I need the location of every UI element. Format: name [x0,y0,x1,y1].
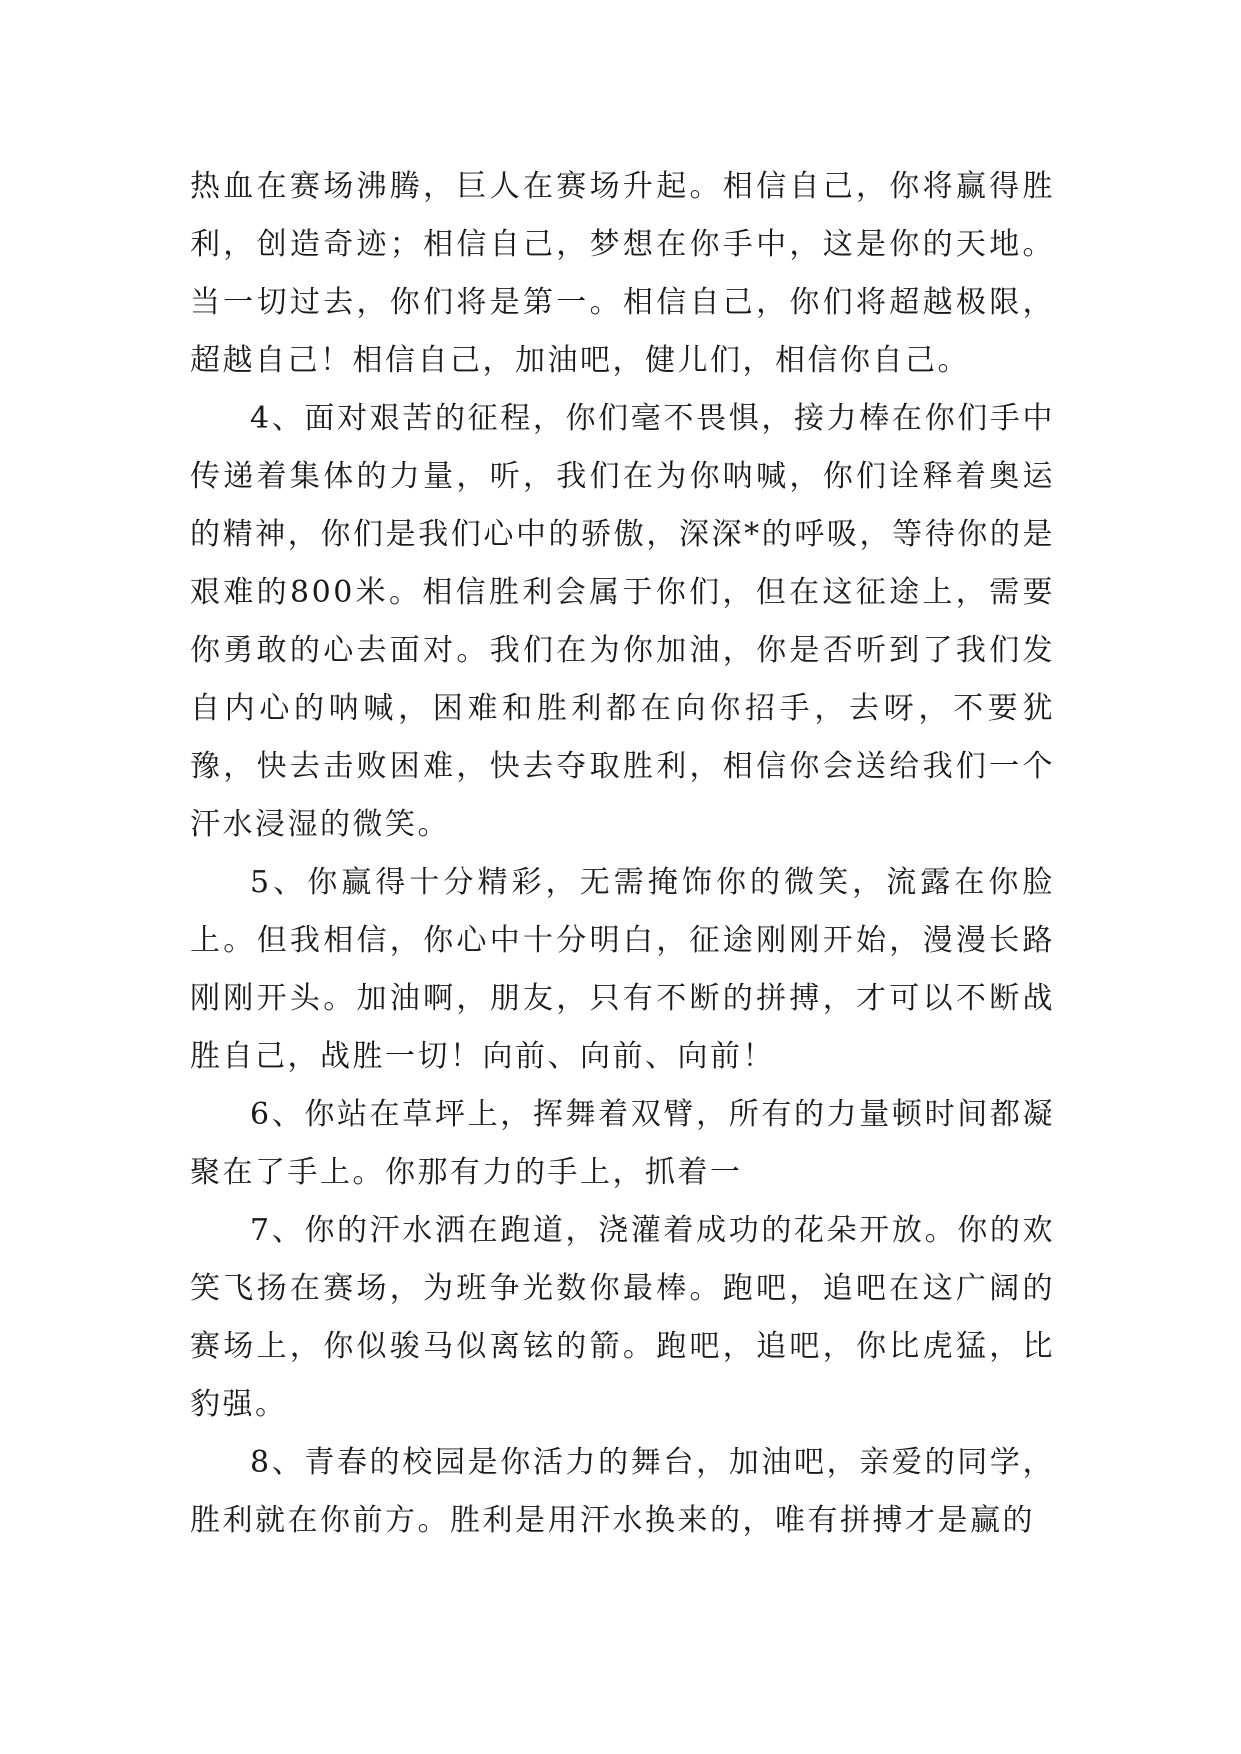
paragraph-continued: 热血在赛场沸腾，巨人在赛场升起。相信自己，你将赢得胜利，创造奇迹；相信自己，梦想在你手中，这是你的天地。当一切过去，你们将是第一。相信自己，你们将超越极限，超越自己！相信自己，加油吧，健儿们，相信你自己。 [190,169,1055,378]
document-body [190,158,1055,1550]
paragraph-8: 8、青春的校园是你活力的舞台，加油吧，亲爱的同学，胜利就在你前方。胜利是用汗水换来的，唯有拼搏才是赢的 [190,1445,1055,1538]
paragraph-7: 7、你的汗水洒在跑道，浇灌着成功的花朵开放。你的欢笑飞扬在赛场，为班争光数你最棒。跑吧，追吧在这广阔的赛场上，你似骏马似离铉的箭。跑吧，追吧，你比虎猛，比豹强。 [190,1213,1055,1422]
paragraph-6: 6、你站在草坪上，挥舞着双臂，所有的力量顿时间都凝聚在了手上。你那有力的手上，抓着一 [190,1097,1055,1190]
paragraph-5: 5、你赢得十分精彩，无需掩饰你的微笑，流露在你脸上。但我相信，你心中十分明白，征途刚刚开始，漫漫长路刚刚开头。加油啊，朋友，只有不断的拼搏，才可以不断战胜自己，战胜一切！向前、向前、向前！ [190,865,1055,1074]
paragraph-4: 4、面对艰苦的征程，你们毫不畏惧，接力棒在你们手中传递着集体的力量，听，我们在为你呐喊，你们诠释着奥运的精神，你们是我们心中的骄傲，深深*的呼吸，等待你的是艰难的800米。相信胜利会属于你们，但在这征途上，需要你勇敢的心去面对。我们在为你加油，你是否听到了我们发自内心的呐喊，困难和胜利都在向你招手，去呀，不要犹豫，快去击败困难，快去夺取胜利，相信你会送给我们一个汗水浸湿的微笑。 [190,401,1055,842]
